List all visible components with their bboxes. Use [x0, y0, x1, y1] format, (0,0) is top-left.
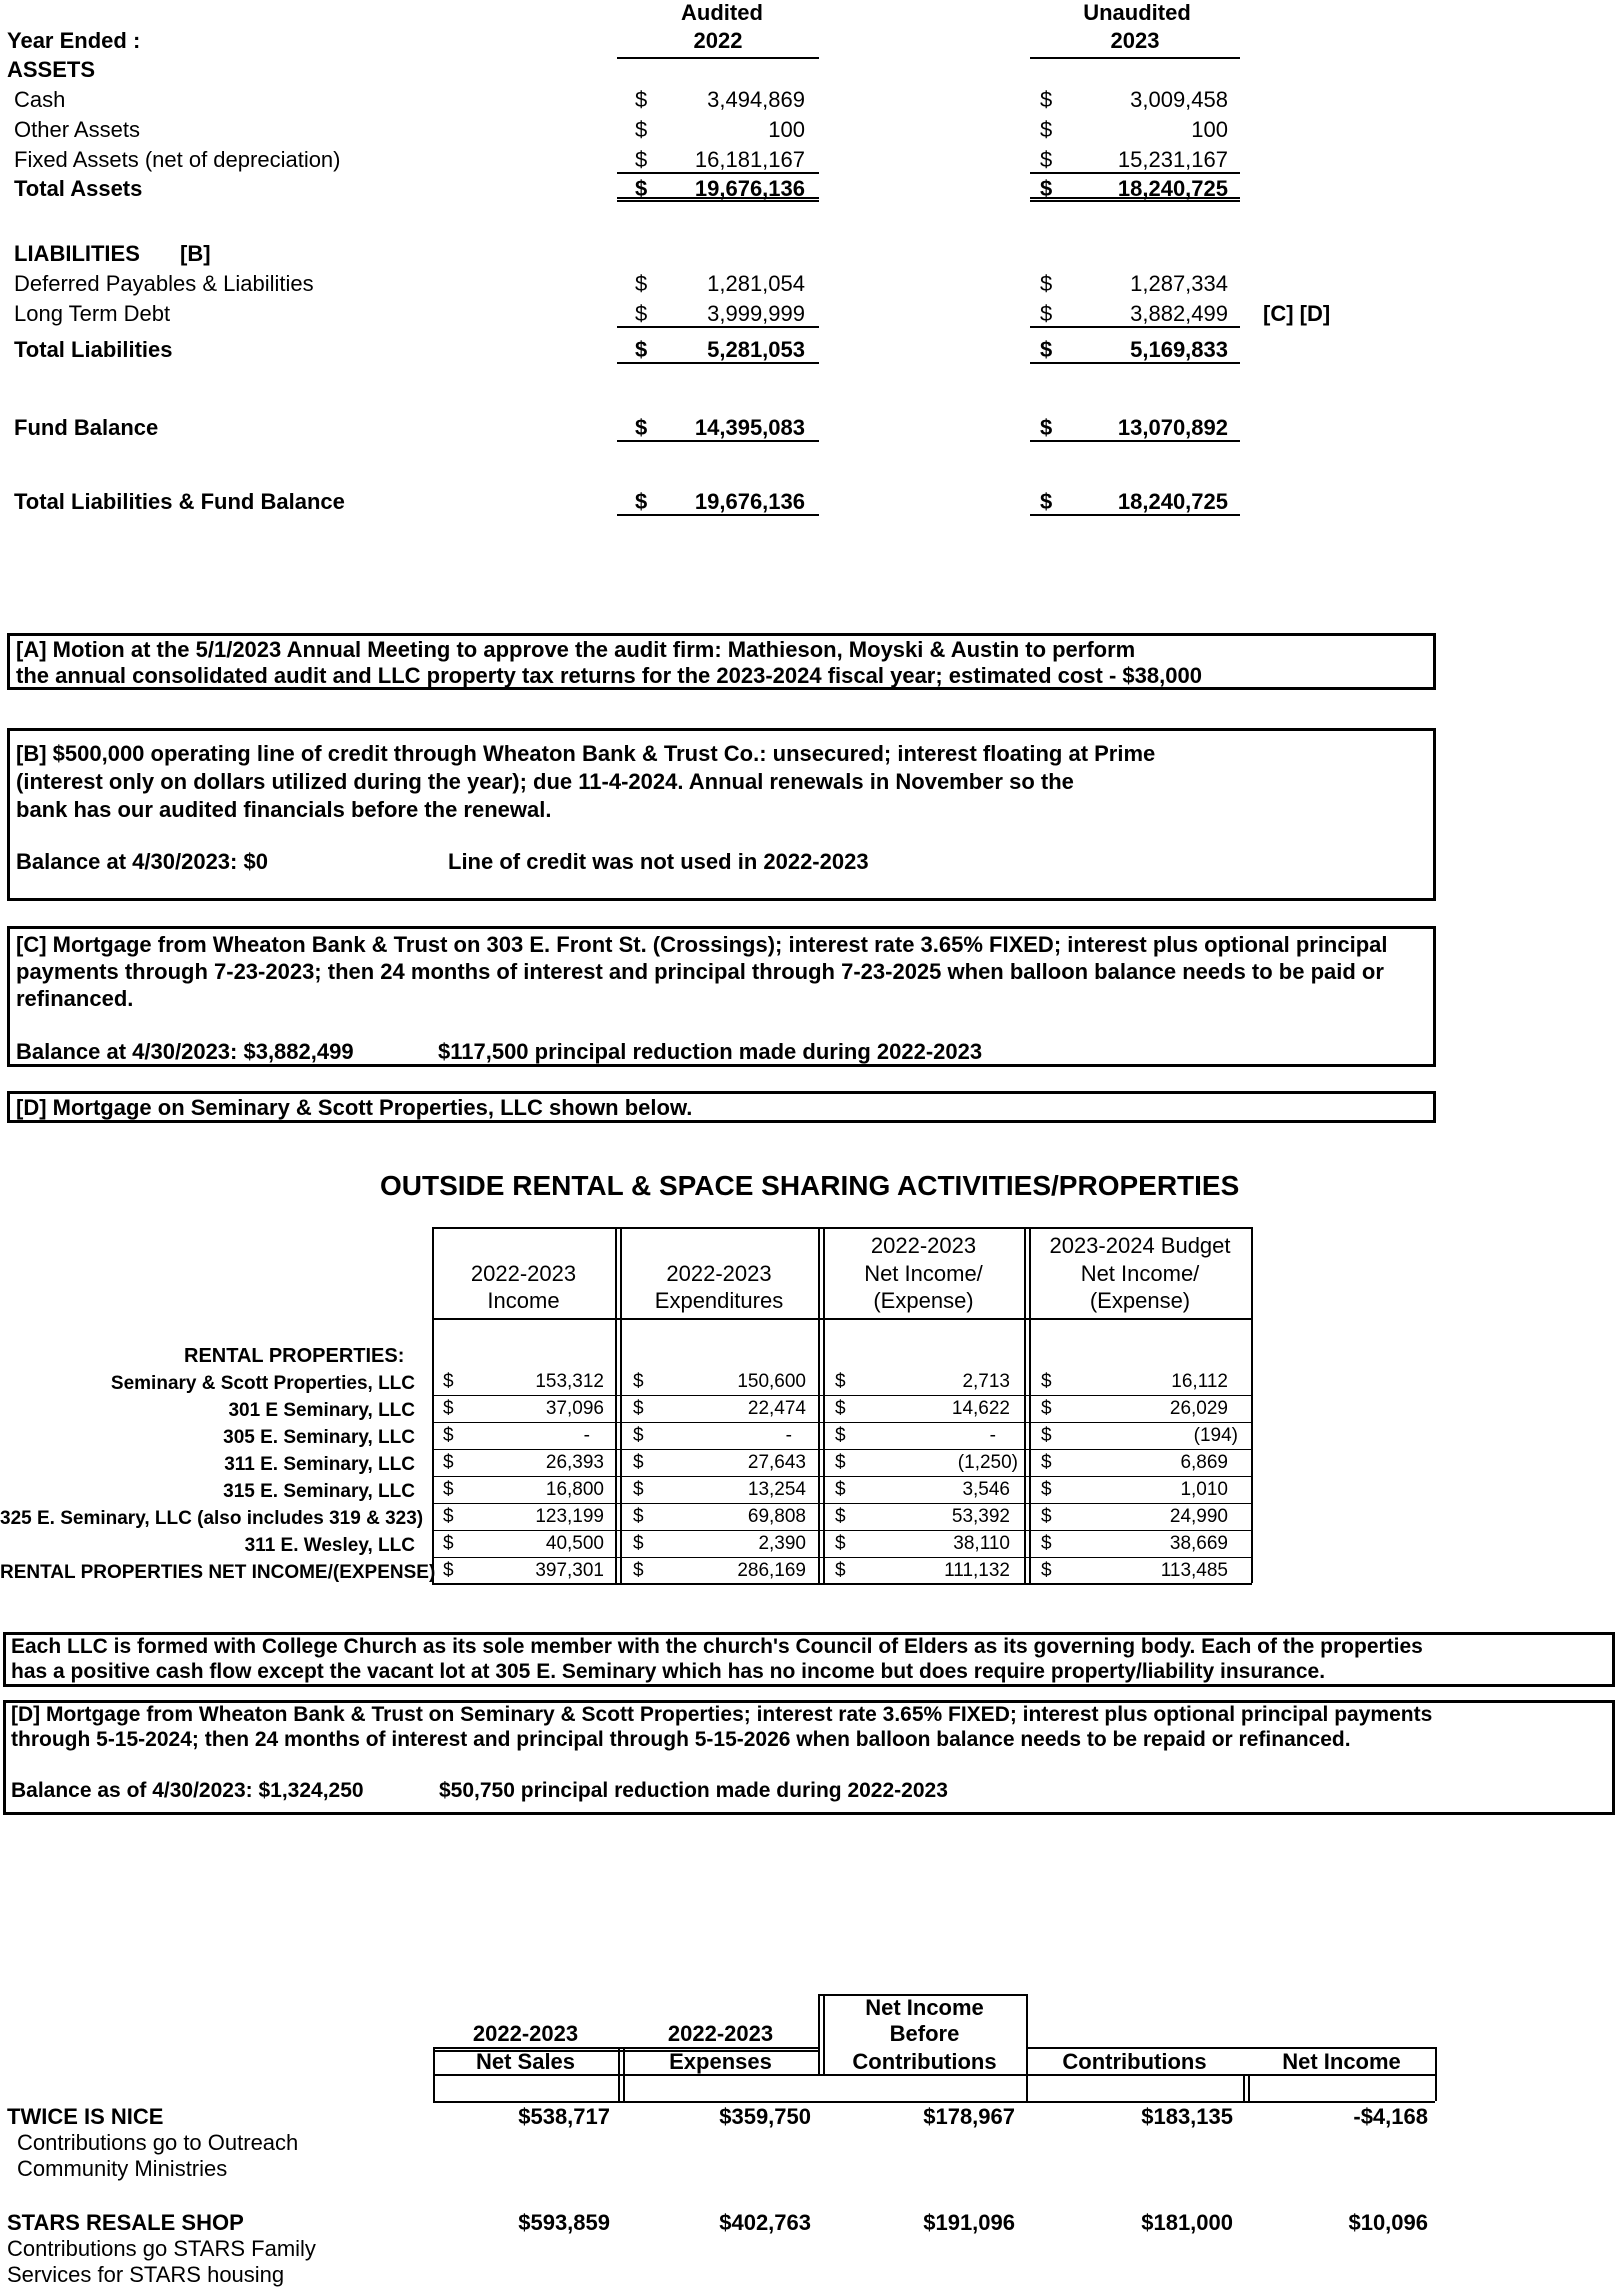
- dollar-sign: $: [635, 271, 648, 296]
- table-rule: [618, 2047, 620, 2101]
- total-rule: [1030, 197, 1240, 202]
- row-rule: [432, 1449, 1252, 1450]
- value-2022: 14,395,083: [694, 415, 805, 440]
- total-rule: [617, 362, 819, 364]
- note-text: refinanced.: [16, 986, 134, 1011]
- row-rule: [432, 1422, 1252, 1423]
- expenditures-value: 2,390: [758, 1533, 806, 1554]
- note-balance: Balance at 4/30/2023: $0: [16, 849, 268, 874]
- net-sales-value: $593,859: [518, 2210, 610, 2235]
- net-income-value: 38,110: [953, 1533, 1010, 1554]
- expenses-header: 2022-2023: [667, 2021, 774, 2046]
- table-rule: [1248, 2074, 1250, 2101]
- row-label: Cash: [14, 87, 66, 112]
- net-income-value: 2,713: [962, 1371, 1010, 1392]
- expenditures-value: 27,643: [747, 1452, 806, 1473]
- budget-value: 38,669: [1169, 1533, 1228, 1554]
- income-value: 123,199: [535, 1506, 604, 1527]
- row-label: Total Liabilities & Fund Balance: [14, 489, 345, 514]
- value-2022: 3,494,869: [707, 87, 805, 112]
- row-label: Fund Balance: [14, 415, 159, 440]
- rental-total-label: RENTAL PROPERTIES NET INCOME/(EXPENSE): [0, 1562, 436, 1583]
- dollar-sign: $: [1041, 1479, 1052, 1500]
- dollar-sign: $: [635, 147, 648, 172]
- budget-value: 113,485: [1160, 1560, 1228, 1581]
- row-rule: [432, 1476, 1252, 1477]
- rental-title: OUTSIDE RENTAL & SPACE SHARING ACTIVITIES/PROPERTIES: [380, 1170, 1240, 1201]
- budget-header: (Expense): [1089, 1288, 1191, 1313]
- net-before-value: $191,096: [923, 2210, 1015, 2235]
- expenditures-value: 22,474: [747, 1398, 806, 1419]
- income-value: 397,301: [535, 1560, 604, 1581]
- contributions-header: Contributions: [1062, 2049, 1207, 2074]
- budget-value: 26,029: [1169, 1398, 1228, 1419]
- value-2023: 15,231,167: [1117, 147, 1228, 172]
- net-sales-header: Net Sales: [475, 2049, 576, 2074]
- dollar-sign: $: [835, 1506, 846, 1527]
- assets-heading: ASSETS: [7, 57, 96, 82]
- row-label: Deferred Payables & Liabilities: [14, 271, 314, 296]
- income-value: 37,096: [545, 1398, 604, 1419]
- property-name: Seminary & Scott Properties, LLC: [110, 1373, 415, 1394]
- dollar-sign: $: [1040, 489, 1053, 514]
- property-name: 311 E. Seminary, LLC: [224, 1454, 415, 1475]
- net-income-header: Net Income/: [864, 1261, 983, 1286]
- dollar-sign: $: [835, 1371, 846, 1392]
- net-before-header: Contributions: [852, 2049, 997, 2074]
- budget-header: 2023-2024 Budget: [1049, 1233, 1231, 1258]
- value-2023: 3,882,499: [1130, 301, 1228, 326]
- note-balance: Balance as of 4/30/2023: $1,324,250: [11, 1779, 364, 1802]
- year-2022-header: 2022: [617, 28, 819, 59]
- income-value: -: [583, 1425, 590, 1446]
- row-label: Long Term Debt: [14, 301, 171, 326]
- expenditures-header: Expenditures: [654, 1288, 784, 1313]
- note-c-box: [7, 926, 1436, 1067]
- rental-section-label: RENTAL PROPERTIES:: [184, 1345, 405, 1367]
- budget-value: 6,869: [1180, 1452, 1228, 1473]
- net-income-value: (1,250): [957, 1452, 1018, 1473]
- note-text: [A] Motion at the 5/1/2023 Annual Meeting to approve the audit firm: Mathieson, Moyski & Austin to perform: [16, 637, 1136, 662]
- dollar-sign: $: [835, 1479, 846, 1500]
- income-header: 2022-2023: [470, 1261, 577, 1286]
- dollar-sign: $: [443, 1425, 454, 1446]
- llc-statement-box: [3, 1632, 1615, 1687]
- row-label: Fixed Assets (net of depreciation): [14, 147, 341, 172]
- total-rule: [617, 440, 819, 442]
- property-name: 305 E. Seminary, LLC: [223, 1427, 415, 1448]
- income-value: 40,500: [545, 1533, 604, 1554]
- total-rule: [617, 197, 819, 202]
- property-name: 311 E. Wesley, LLC: [244, 1535, 415, 1556]
- row-rule: [432, 1503, 1252, 1504]
- shop-note: Services for STARS housing: [7, 2262, 285, 2287]
- property-name: 315 E. Seminary, LLC: [223, 1481, 415, 1502]
- net-before-header: Net Income: [865, 1995, 984, 2020]
- dollar-sign: $: [1040, 337, 1053, 362]
- row-label: Total Assets: [14, 176, 143, 201]
- expenses-value: $402,763: [719, 2210, 811, 2235]
- note-text: bank has our audited financials before the renewal.: [16, 797, 552, 822]
- dollar-sign: $: [1040, 271, 1053, 296]
- value-2022: 5,281,053: [707, 337, 805, 362]
- row-label: Other Assets: [14, 117, 140, 142]
- llc-text: Each LLC is formed with College Church as its sole member with the church's Council of Elders as its governing body. Each of the properties: [11, 1635, 1423, 1658]
- dollar-sign: $: [1040, 147, 1053, 172]
- dollar-sign: $: [1040, 87, 1053, 112]
- dollar-sign: $: [835, 1533, 846, 1554]
- year-ended-label: Year Ended :: [7, 28, 141, 53]
- note-balance: Balance at 4/30/2023: $3,882,499: [16, 1039, 354, 1064]
- note-d-short-box: [7, 1091, 1436, 1123]
- budget-header: Net Income/: [1080, 1261, 1200, 1286]
- table-rule: [432, 1227, 1252, 1229]
- note-a-box: [7, 633, 1436, 690]
- dollar-sign: $: [1041, 1560, 1052, 1581]
- dollar-sign: $: [1040, 117, 1053, 142]
- dollar-sign: $: [635, 301, 648, 326]
- note-text: payments through 7-23-2023; then 24 months of interest and principal through 7-23-2025 when balloon balance needs to be paid or: [16, 959, 1384, 984]
- shop-note: Community Ministries: [17, 2156, 228, 2181]
- expenses-header: Expenses: [669, 2049, 772, 2074]
- dollar-sign: $: [635, 415, 648, 440]
- dollar-sign: $: [443, 1560, 454, 1581]
- audited-header: Audited: [681, 0, 763, 25]
- contributions-value: $181,000: [1141, 2210, 1233, 2235]
- budget-value: 24,990: [1169, 1506, 1228, 1527]
- dollar-sign: $: [1041, 1371, 1052, 1392]
- dollar-sign: $: [633, 1371, 644, 1392]
- subtotal-rule: [617, 326, 819, 328]
- row-rule: [432, 1557, 1252, 1558]
- value-2022: 3,999,999: [707, 301, 805, 326]
- dollar-sign: $: [1041, 1398, 1052, 1419]
- dollar-sign: $: [1040, 415, 1053, 440]
- table-rule: [1026, 2074, 1028, 2101]
- dollar-sign: $: [443, 1506, 454, 1527]
- net-income-header: Net Income: [1282, 2049, 1401, 2074]
- dollar-sign: $: [633, 1398, 644, 1419]
- note-comment: $117,500 principal reduction made during 2022-2023: [438, 1039, 983, 1064]
- income-value: 153,312: [535, 1371, 604, 1392]
- expenditures-value: 150,600: [737, 1371, 806, 1392]
- table-rule: [432, 1583, 1252, 1585]
- dollar-sign: $: [633, 1533, 644, 1554]
- dollar-sign: $: [1040, 301, 1053, 326]
- note-comment: $50,750 principal reduction made during 2022-2023: [439, 1779, 948, 1802]
- dollar-sign: $: [1041, 1452, 1052, 1473]
- dollar-sign: $: [443, 1398, 454, 1419]
- note-comment: Line of credit was not used in 2022-2023: [448, 849, 869, 874]
- dollar-sign: $: [635, 176, 648, 201]
- income-header: Income: [487, 1288, 560, 1313]
- dollar-sign: $: [443, 1371, 454, 1392]
- net-before-header: Before: [889, 2021, 960, 2046]
- total-rule: [617, 514, 819, 516]
- table-rule: [432, 1318, 1252, 1320]
- value-2023: 3,009,458: [1130, 87, 1228, 112]
- value-2022: 100: [768, 117, 805, 142]
- property-name: 301 E Seminary, LLC: [228, 1400, 415, 1421]
- row-label: Total Liabilities: [14, 337, 173, 362]
- dollar-sign: $: [1041, 1533, 1052, 1554]
- net-sales-value: $538,717: [518, 2104, 610, 2129]
- net-income-value: -$4,168: [1353, 2104, 1428, 2129]
- subtotal-rule: [1030, 172, 1240, 174]
- net-income-value: 111,132: [944, 1560, 1010, 1581]
- row-rule: [432, 1530, 1252, 1531]
- table-rule: [1243, 2074, 1245, 2101]
- shop-note: Contributions go STARS Family: [7, 2236, 316, 2261]
- expenses-value: $359,750: [719, 2104, 811, 2129]
- net-income-value: 14,622: [951, 1398, 1010, 1419]
- note-text: [D] Mortgage from Wheaton Bank & Trust on Seminary & Scott Properties; interest rate 3.65% FIXED; interest plus optional principal payments: [11, 1703, 1433, 1726]
- row-rule: [432, 1395, 1252, 1396]
- note-text: [B] $500,000 operating line of credit through Wheaton Bank & Trust Co.: unsecured; interest floating at Prime: [16, 741, 1156, 766]
- dollar-sign: $: [635, 489, 648, 514]
- note-text: the annual consolidated audit and LLC property tax returns for the 2023-2024 fiscal year; estimated cost - $38,000: [16, 663, 1202, 688]
- liabilities-heading: LIABILITIES: [14, 241, 140, 266]
- dollar-sign: $: [635, 337, 648, 362]
- income-value: 26,393: [545, 1452, 604, 1473]
- net-income-value: 3,546: [962, 1479, 1010, 1500]
- total-rule: [1030, 514, 1240, 516]
- dollar-sign: $: [633, 1479, 644, 1500]
- dollar-sign: $: [633, 1506, 644, 1527]
- budget-value: 1,010: [1180, 1479, 1228, 1500]
- expenditures-value: -: [785, 1425, 792, 1446]
- dollar-sign: $: [443, 1452, 454, 1473]
- dollar-sign: $: [633, 1560, 644, 1581]
- shop-note: Contributions go to Outreach: [17, 2130, 299, 2155]
- net-income-header: (Expense): [873, 1288, 974, 1313]
- property-name: 325 E. Seminary, LLC (also includes 319 & 323): [0, 1508, 424, 1529]
- dollar-sign: $: [443, 1479, 454, 1500]
- value-2023: 5,169,833: [1130, 337, 1228, 362]
- expenditures-header: 2022-2023: [666, 1261, 772, 1286]
- net-sales-header: 2022-2023: [472, 2021, 579, 2046]
- dollar-sign: $: [1041, 1506, 1052, 1527]
- value-2023: 18,240,725: [1117, 176, 1228, 201]
- table-rule: [433, 2101, 1435, 2103]
- income-value: 16,800: [545, 1479, 604, 1500]
- dollar-sign: $: [835, 1398, 846, 1419]
- value-2022: 19,676,136: [694, 489, 805, 514]
- net-income-value: -: [989, 1425, 996, 1446]
- net-before-value: $178,967: [923, 2104, 1015, 2129]
- net-income-header: 2022-2023: [870, 1233, 977, 1258]
- note-d-box: [3, 1700, 1615, 1815]
- note-text: [D] Mortgage on Seminary & Scott Properties, LLC shown below.: [16, 1095, 693, 1120]
- value-2022: 1,281,054: [707, 271, 805, 296]
- subtotal-rule: [1030, 326, 1240, 328]
- value-2022: 19,676,136: [694, 176, 805, 201]
- dollar-sign: $: [835, 1425, 846, 1446]
- value-2023: 1,287,334: [1130, 271, 1228, 296]
- shop-name: TWICE IS NICE: [7, 2104, 164, 2129]
- total-rule: [1030, 362, 1240, 364]
- dollar-sign: $: [633, 1425, 644, 1446]
- unaudited-header: Unaudited: [1083, 0, 1191, 25]
- value-2023: 100: [1191, 117, 1228, 142]
- value-2023: 18,240,725: [1117, 489, 1228, 514]
- budget-value: (194): [1193, 1425, 1238, 1446]
- expenditures-value: 286,169: [737, 1560, 806, 1581]
- dollar-sign: $: [1040, 176, 1053, 201]
- shop-name: STARS RESALE SHOP: [7, 2210, 244, 2235]
- budget-value: 16,112: [1171, 1371, 1228, 1392]
- dollar-sign: $: [635, 117, 648, 142]
- expenditures-value: 69,808: [747, 1506, 806, 1527]
- contributions-value: $183,135: [1141, 2104, 1233, 2129]
- dollar-sign: $: [835, 1452, 846, 1473]
- net-income-value: $10,096: [1348, 2210, 1428, 2235]
- dollar-sign: $: [443, 1533, 454, 1554]
- table-rule: [1435, 2047, 1437, 2101]
- year-2023-header: 2023: [1030, 28, 1240, 59]
- subtotal-rule: [617, 172, 819, 174]
- net-income-value: 53,392: [951, 1506, 1010, 1527]
- value-2022: 16,181,167: [694, 147, 805, 172]
- llc-text: has a positive cash flow except the vacant lot at 305 E. Seminary which has no income but does require property/liability insurance.: [11, 1660, 1326, 1683]
- dollar-sign: $: [835, 1560, 846, 1581]
- value-2023: 13,070,892: [1117, 415, 1228, 440]
- dollar-sign: $: [635, 87, 648, 112]
- expenditures-value: 13,254: [747, 1479, 806, 1500]
- note-b-box: [7, 728, 1436, 901]
- note-text: (interest only on dollars utilized during the year); due 11-4-2024. Annual renewals in November so the: [16, 769, 1074, 794]
- dollar-sign: $: [633, 1452, 644, 1473]
- note-reference: [C] [D]: [1263, 301, 1331, 326]
- note-text: through 5-15-2024; then 24 months of interest and principal through 5-15-2026 when balloon balance needs to be repaid or refinanced.: [11, 1728, 1351, 1751]
- note-text: [C] Mortgage from Wheaton Bank & Trust on 303 E. Front St. (Crossings); interest rate 3.65% FIXED; interest plus optional principal: [16, 932, 1388, 957]
- table-rule: [818, 1994, 820, 2074]
- liabilities-ref: [B]: [180, 241, 211, 266]
- total-rule: [1030, 440, 1240, 442]
- dollar-sign: $: [1041, 1425, 1052, 1446]
